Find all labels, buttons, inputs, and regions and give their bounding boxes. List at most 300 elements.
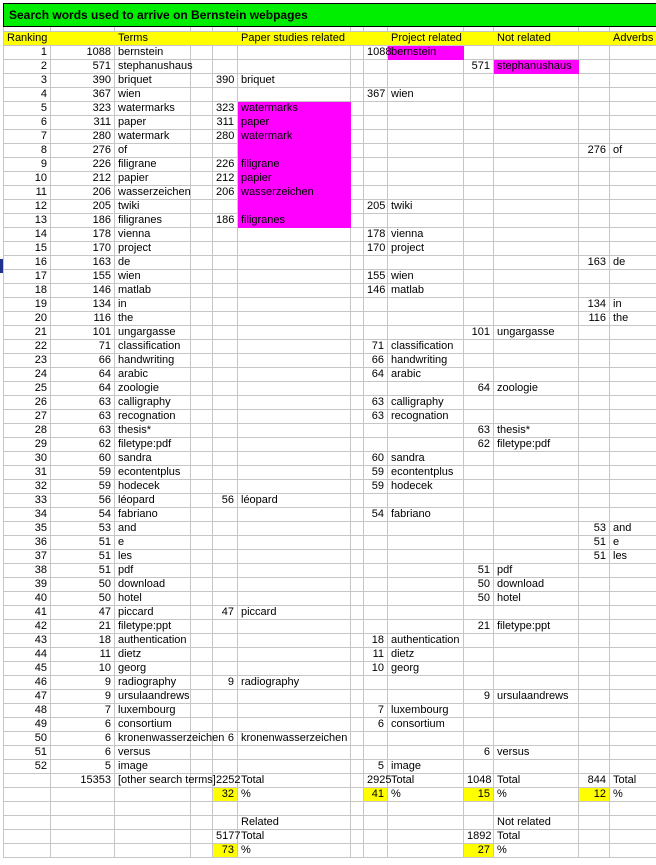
cell-term[interactable]: kronenwasserzeichen (115, 732, 191, 746)
cell-gap[interactable] (191, 172, 213, 186)
cell-gap[interactable] (191, 270, 213, 284)
cell-count[interactable]: 63 (51, 396, 115, 410)
cell-gap[interactable] (610, 354, 656, 368)
cell-gap[interactable] (191, 648, 213, 662)
cell-empty[interactable] (364, 830, 388, 844)
cell-project-term[interactable]: wien (388, 88, 464, 102)
cell-term[interactable]: vienna (115, 228, 191, 242)
cell-project-pct[interactable]: 41 (364, 788, 388, 802)
cell-gap[interactable] (464, 116, 494, 130)
cell-term[interactable]: filigrane (115, 158, 191, 172)
cell-gap[interactable] (191, 298, 213, 312)
cell-rank[interactable]: 3 (4, 74, 51, 88)
cell-gap[interactable] (579, 88, 610, 102)
cell-gap[interactable] (579, 410, 610, 424)
cell-gap[interactable] (464, 200, 494, 214)
cell-gap[interactable] (364, 172, 388, 186)
cell-gap[interactable] (579, 284, 610, 298)
cell-project-term[interactable]: handwriting (388, 354, 464, 368)
cell-gap[interactable] (579, 242, 610, 256)
cell-gap[interactable] (364, 102, 388, 116)
cell-project-term[interactable]: classification (388, 340, 464, 354)
cell-term[interactable]: classification (115, 340, 191, 354)
cell-rank[interactable]: 18 (4, 284, 51, 298)
cell-project-term[interactable]: georg (388, 662, 464, 676)
cell-gap[interactable] (213, 312, 238, 326)
cell-gap[interactable] (610, 620, 656, 634)
cell-gap[interactable] (213, 284, 238, 298)
cell-project-count[interactable]: 155 (364, 270, 388, 284)
cell-gap[interactable] (364, 494, 388, 508)
cell-gap[interactable] (191, 760, 213, 774)
cell-gap[interactable] (213, 648, 238, 662)
cell-count[interactable]: 62 (51, 438, 115, 452)
cell-gap[interactable] (610, 382, 656, 396)
cell-gap[interactable] (351, 410, 364, 424)
cell-gap[interactable] (494, 74, 579, 88)
cell-gap[interactable] (388, 746, 464, 760)
cell-gap[interactable] (191, 578, 213, 592)
cell-count[interactable]: 205 (51, 200, 115, 214)
cell-gap[interactable] (364, 564, 388, 578)
cell-gap[interactable] (610, 270, 656, 284)
cell-rank[interactable]: 10 (4, 172, 51, 186)
cell-count[interactable]: 63 (51, 424, 115, 438)
cell-empty[interactable] (610, 816, 656, 830)
cell-count[interactable]: 10 (51, 662, 115, 676)
cell-gap[interactable] (351, 760, 364, 774)
cell-gap[interactable] (191, 662, 213, 676)
cell-gap[interactable] (494, 522, 579, 536)
cell-count[interactable]: 71 (51, 340, 115, 354)
cell-gap[interactable] (464, 508, 494, 522)
cell-paper-count[interactable]: 280 (213, 130, 238, 144)
cell-gap[interactable] (213, 480, 238, 494)
cell-empty[interactable] (213, 32, 238, 46)
cell-gap[interactable] (238, 228, 351, 242)
cell-gap[interactable] (351, 522, 364, 536)
cell-gap[interactable] (464, 606, 494, 620)
cell-term[interactable]: consortium (115, 718, 191, 732)
cell-gap[interactable] (464, 228, 494, 242)
cell-gap[interactable] (238, 256, 351, 270)
cell-count[interactable]: 212 (51, 172, 115, 186)
cell-gap[interactable] (494, 676, 579, 690)
cell-project-count[interactable]: 5 (364, 760, 388, 774)
cell-paper-term[interactable]: filigrane (238, 158, 351, 172)
cell-adverbs-count[interactable]: 163 (579, 256, 610, 270)
cell-gap[interactable] (191, 424, 213, 438)
cell-gap[interactable] (191, 536, 213, 550)
cell-project-term[interactable]: project (388, 242, 464, 256)
cell-empty[interactable] (115, 844, 191, 858)
cell-rank[interactable]: 5 (4, 102, 51, 116)
cell-gap[interactable] (610, 284, 656, 298)
cell-gap[interactable] (191, 438, 213, 452)
cell-gap[interactable] (351, 438, 364, 452)
cell-rank[interactable]: 49 (4, 718, 51, 732)
cell-rank[interactable]: 32 (4, 480, 51, 494)
cell-related-label[interactable]: Related (238, 816, 351, 830)
cell-paper-term[interactable]: léopard (238, 494, 351, 508)
cell-paper-total[interactable]: 2252 (213, 774, 238, 788)
cell-gap[interactable] (351, 746, 364, 760)
cell-gap[interactable] (610, 172, 656, 186)
cell-adverbs-count[interactable]: 51 (579, 536, 610, 550)
cell-empty[interactable] (4, 774, 51, 788)
cell-gap[interactable] (238, 662, 351, 676)
cell-gap[interactable] (351, 256, 364, 270)
cell-count[interactable]: 53 (51, 522, 115, 536)
cell-paper-term[interactable]: piccard (238, 606, 351, 620)
cell-gap[interactable] (579, 354, 610, 368)
cell-gap[interactable] (213, 368, 238, 382)
cell-gap[interactable] (364, 620, 388, 634)
cell-gap[interactable] (579, 438, 610, 452)
cell-gap[interactable] (610, 634, 656, 648)
cell-rank[interactable]: 40 (4, 592, 51, 606)
cell-rank[interactable]: 48 (4, 704, 51, 718)
cell-gap[interactable] (213, 550, 238, 564)
cell-gap[interactable] (494, 214, 579, 228)
cell-gap[interactable] (351, 690, 364, 704)
cell-paper-term[interactable]: paper (238, 116, 351, 130)
cell-not_related-term[interactable]: pdf (494, 564, 579, 578)
cell-gap[interactable] (464, 74, 494, 88)
cell-empty[interactable] (610, 802, 656, 816)
cell-paper-term[interactable]: papier (238, 172, 351, 186)
cell-project-count[interactable]: 59 (364, 466, 388, 480)
cell-gap[interactable] (464, 676, 494, 690)
cell-gap[interactable] (351, 130, 364, 144)
cell-project-term[interactable]: hodecek (388, 480, 464, 494)
cell-term[interactable]: briquet (115, 74, 191, 88)
cell-gap[interactable] (494, 508, 579, 522)
cell-gap[interactable] (351, 116, 364, 130)
cell-gap[interactable] (579, 340, 610, 354)
cell-empty[interactable] (351, 802, 364, 816)
cell-gap[interactable] (191, 242, 213, 256)
cell-adverbs-term[interactable]: les (610, 550, 656, 564)
cell-rank[interactable]: 17 (4, 270, 51, 284)
cell-gap[interactable] (238, 704, 351, 718)
cell-gap[interactable] (191, 144, 213, 158)
cell-gap[interactable] (213, 298, 238, 312)
cell-project-term[interactable]: wien (388, 270, 464, 284)
cell-empty[interactable] (494, 802, 579, 816)
cell-rank[interactable]: 27 (4, 410, 51, 424)
cell-gap[interactable] (364, 116, 388, 130)
cell-rank[interactable]: 37 (4, 550, 51, 564)
cell-gap[interactable] (494, 312, 579, 326)
cell-rank[interactable]: 26 (4, 396, 51, 410)
cell-gap[interactable] (464, 662, 494, 676)
cell-gap[interactable] (579, 424, 610, 438)
cell-gap[interactable] (238, 746, 351, 760)
cell-project-count[interactable]: 178 (364, 228, 388, 242)
cell-gap[interactable] (213, 508, 238, 522)
cell-term[interactable]: filetype:pdf (115, 438, 191, 452)
cell-gap[interactable] (191, 606, 213, 620)
cell-gap[interactable] (351, 88, 364, 102)
cell-project-count[interactable]: 71 (364, 340, 388, 354)
cell-gap[interactable] (213, 760, 238, 774)
cell-project-count[interactable]: 63 (364, 396, 388, 410)
cell-count[interactable]: 54 (51, 508, 115, 522)
cell-empty[interactable] (579, 844, 610, 858)
cell-term[interactable]: filigranes (115, 214, 191, 228)
cell-term[interactable]: in (115, 298, 191, 312)
cell-term[interactable]: econtentplus (115, 466, 191, 480)
cell-rank[interactable]: 16 (4, 256, 51, 270)
cell-gap[interactable] (191, 592, 213, 606)
cell-gap[interactable] (610, 592, 656, 606)
cell-count[interactable]: 9 (51, 676, 115, 690)
cell-empty[interactable] (51, 788, 115, 802)
cell-paper-term[interactable]: radiography (238, 676, 351, 690)
cell-gap[interactable] (238, 718, 351, 732)
cell-gap[interactable] (464, 452, 494, 466)
cell-gap[interactable] (494, 116, 579, 130)
cell-gap[interactable] (388, 116, 464, 130)
cell-rank[interactable]: 28 (4, 424, 51, 438)
cell-gap[interactable] (351, 452, 364, 466)
cell-gap[interactable] (579, 382, 610, 396)
cell-gap[interactable] (464, 186, 494, 200)
cell-gap[interactable] (238, 396, 351, 410)
cell-adverbs-term[interactable]: the (610, 312, 656, 326)
cell-term[interactable]: twiki (115, 200, 191, 214)
cell-gap[interactable] (388, 214, 464, 228)
cell-gap[interactable] (388, 144, 464, 158)
cell-project-count[interactable]: 64 (364, 368, 388, 382)
cell-gap[interactable] (610, 676, 656, 690)
cell-gap[interactable] (464, 284, 494, 298)
cell-gap[interactable] (351, 368, 364, 382)
cell-rank[interactable]: 9 (4, 158, 51, 172)
cell-gap[interactable] (351, 186, 364, 200)
cell-gap[interactable] (213, 438, 238, 452)
cell-gap[interactable] (191, 396, 213, 410)
cell-gap[interactable] (191, 550, 213, 564)
cell-gap[interactable] (464, 732, 494, 746)
cell-gap[interactable] (351, 774, 364, 788)
cell-gap[interactable] (610, 480, 656, 494)
cell-gap[interactable] (351, 60, 364, 74)
cell-term[interactable]: léopard (115, 494, 191, 508)
cell-paper-count[interactable]: 47 (213, 606, 238, 620)
cell-gap[interactable] (464, 298, 494, 312)
cell-gap[interactable] (464, 760, 494, 774)
cell-paper-count[interactable]: 206 (213, 186, 238, 200)
cell-gap[interactable] (610, 368, 656, 382)
cell-gap[interactable] (388, 186, 464, 200)
cell-gap[interactable] (351, 312, 364, 326)
cell-gap[interactable] (364, 214, 388, 228)
column-header-adverbs[interactable]: Adverbs (610, 32, 656, 46)
cell-paper-pct-label[interactable]: % (238, 788, 351, 802)
cell-not_related-count[interactable]: 51 (464, 564, 494, 578)
cell-rank[interactable]: 13 (4, 214, 51, 228)
cell-gap[interactable] (213, 424, 238, 438)
cell-gap[interactable] (238, 144, 351, 158)
cell-gap[interactable] (191, 508, 213, 522)
cell-gap[interactable] (351, 662, 364, 676)
cell-term[interactable]: wasserzeichen (115, 186, 191, 200)
cell-gap[interactable] (388, 676, 464, 690)
cell-count[interactable]: 6 (51, 732, 115, 746)
cell-gap[interactable] (238, 620, 351, 634)
cell-gap[interactable] (579, 606, 610, 620)
cell-gap[interactable] (191, 704, 213, 718)
cell-not_related-term[interactable]: ursulaandrews (494, 690, 579, 704)
cell-gap[interactable] (191, 410, 213, 424)
cell-gap[interactable] (238, 466, 351, 480)
cell-rank[interactable]: 45 (4, 662, 51, 676)
cell-gap[interactable] (464, 550, 494, 564)
cell-empty[interactable] (213, 816, 238, 830)
cell-gap[interactable] (364, 690, 388, 704)
cell-gap[interactable] (351, 158, 364, 172)
cell-gap[interactable] (388, 550, 464, 564)
cell-gap[interactable] (494, 760, 579, 774)
cell-rank[interactable]: 20 (4, 312, 51, 326)
cell-gap[interactable] (238, 60, 351, 74)
cell-count[interactable]: 9 (51, 690, 115, 704)
cell-gap[interactable] (238, 270, 351, 284)
cell-gap[interactable] (388, 564, 464, 578)
cell-gap[interactable] (579, 452, 610, 466)
cell-rank[interactable]: 31 (4, 466, 51, 480)
cell-gap[interactable] (579, 326, 610, 340)
cell-rank[interactable]: 15 (4, 242, 51, 256)
cell-project-term[interactable]: authentication (388, 634, 464, 648)
cell-gap[interactable] (213, 396, 238, 410)
cell-gap[interactable] (364, 536, 388, 550)
cell-paper-count[interactable]: 212 (213, 172, 238, 186)
cell-gap[interactable] (351, 214, 364, 228)
cell-count[interactable]: 66 (51, 354, 115, 368)
cell-gap[interactable] (238, 438, 351, 452)
cell-gap[interactable] (351, 382, 364, 396)
cell-gap[interactable] (610, 424, 656, 438)
cell-project-term[interactable]: twiki (388, 200, 464, 214)
cell-term[interactable]: arabic (115, 368, 191, 382)
cell-gap[interactable] (213, 340, 238, 354)
cell-gap[interactable] (364, 550, 388, 564)
cell-gap[interactable] (494, 410, 579, 424)
cell-gap[interactable] (610, 46, 656, 60)
cell-gap[interactable] (494, 396, 579, 410)
cell-gap[interactable] (238, 592, 351, 606)
cell-gap[interactable] (364, 326, 388, 340)
cell-gap[interactable] (464, 410, 494, 424)
cell-gap[interactable] (494, 648, 579, 662)
cell-gap[interactable] (464, 242, 494, 256)
cell-gap[interactable] (494, 158, 579, 172)
cell-term[interactable]: fabriano (115, 508, 191, 522)
cell-gap[interactable] (351, 200, 364, 214)
cell-term[interactable]: the (115, 312, 191, 326)
cell-term[interactable]: filetype:ppt (115, 620, 191, 634)
cell-gap[interactable] (494, 242, 579, 256)
cell-gap[interactable] (494, 718, 579, 732)
cell-gap[interactable] (388, 60, 464, 74)
cell-gap[interactable] (464, 46, 494, 60)
cell-not_related-count[interactable]: 6 (464, 746, 494, 760)
cell-gap[interactable] (464, 256, 494, 270)
cell-term[interactable]: wien (115, 270, 191, 284)
cell-gap[interactable] (364, 592, 388, 606)
cell-empty[interactable] (115, 802, 191, 816)
cell-gap[interactable] (610, 340, 656, 354)
cell-adverbs-term[interactable]: and (610, 522, 656, 536)
cell-gap[interactable] (238, 242, 351, 256)
cell-gap[interactable] (191, 326, 213, 340)
cell-gap[interactable] (351, 228, 364, 242)
cell-project-term[interactable]: arabic (388, 368, 464, 382)
cell-gap[interactable] (191, 620, 213, 634)
cell-gap[interactable] (351, 144, 364, 158)
cell-count[interactable]: 6 (51, 746, 115, 760)
cell-summary-not-related-total-label[interactable]: Total (494, 830, 579, 844)
cell-gap[interactable] (494, 144, 579, 158)
cell-project-count[interactable]: 6 (364, 718, 388, 732)
cell-gap[interactable] (238, 550, 351, 564)
cell-paper-count[interactable]: 226 (213, 158, 238, 172)
cell-gap[interactable] (610, 718, 656, 732)
cell-gap[interactable] (213, 522, 238, 536)
cell-count[interactable]: 7 (51, 704, 115, 718)
cell-summary-not-related-pct[interactable]: 27 (464, 844, 494, 858)
cell-gap[interactable] (494, 662, 579, 676)
cell-empty[interactable] (464, 32, 494, 46)
cell-gap[interactable] (388, 620, 464, 634)
cell-gap[interactable] (494, 130, 579, 144)
cell-summary-not-related-label[interactable]: Not related (494, 816, 579, 830)
cell-gap[interactable] (610, 494, 656, 508)
cell-gap[interactable] (238, 424, 351, 438)
cell-term[interactable]: watermark (115, 130, 191, 144)
cell-empty[interactable] (213, 802, 238, 816)
cell-gap[interactable] (191, 480, 213, 494)
cell-gap[interactable] (238, 564, 351, 578)
cell-gap[interactable] (364, 606, 388, 620)
cell-project-term[interactable]: recognation (388, 410, 464, 424)
cell-gap[interactable] (579, 648, 610, 662)
cell-gap[interactable] (610, 102, 656, 116)
cell-gap[interactable] (388, 298, 464, 312)
cell-gap[interactable] (364, 130, 388, 144)
cell-gap[interactable] (579, 396, 610, 410)
cell-gap[interactable] (213, 452, 238, 466)
cell-count[interactable]: 206 (51, 186, 115, 200)
cell-gap[interactable] (351, 172, 364, 186)
cell-gap[interactable] (351, 830, 364, 844)
cell-empty[interactable] (191, 802, 213, 816)
cell-gap[interactable] (238, 200, 351, 214)
cell-gap[interactable] (351, 340, 364, 354)
cell-project-term[interactable]: sandra (388, 452, 464, 466)
cell-gap[interactable] (579, 634, 610, 648)
cell-gap[interactable] (213, 620, 238, 634)
cell-term[interactable]: hotel (115, 592, 191, 606)
cell-gap[interactable] (494, 46, 579, 60)
cell-gap[interactable] (579, 200, 610, 214)
cell-other-label[interactable]: [other search terms] (115, 774, 191, 788)
cell-gap[interactable] (388, 130, 464, 144)
cell-project-count[interactable]: 60 (364, 452, 388, 466)
